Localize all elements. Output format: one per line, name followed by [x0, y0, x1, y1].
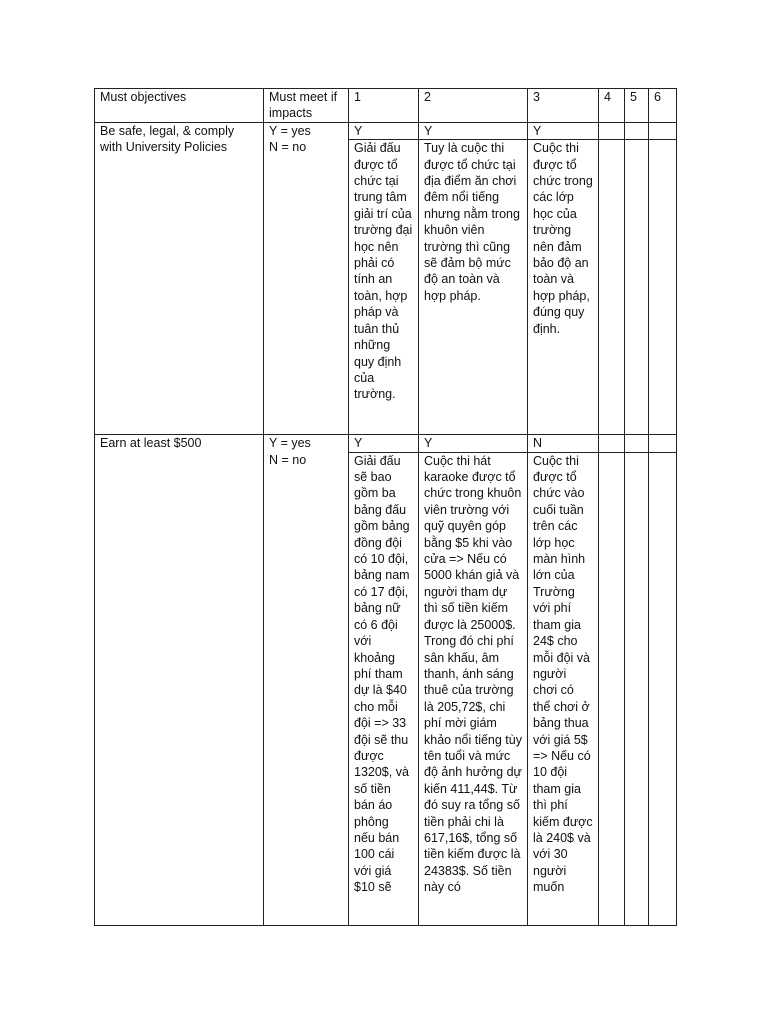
empty-cell [649, 452, 677, 925]
header-col-5: 5 [625, 89, 649, 123]
objective-cell: Earn at least $500 [95, 435, 264, 925]
mark-cell: Y [419, 122, 528, 139]
empty-cell [599, 452, 625, 925]
evaluation-text-1: Giải đấu sẽ bao gồm ba bảng đấu gồm bảng đồng đội có 10 đội, bảng nam có 17 đội, bảng nữ có 6 đội với khoảng phí tham dự là $40 cho mỗi đội => 33 đội sẽ thu được 1320$, và số tiền bán áo phông nếu bán 100 cái với giá $10 sẽ [354, 453, 410, 895]
evaluation-text-1: Giải đấu được tổ chức tại trung tâm giải trí của trường đại học nên phải có tính an toàn, hợp pháp và tuân thủ những quy định của trường. [349, 140, 419, 435]
must-meet-cell: Y = yes N = no [264, 435, 349, 925]
header-objectives: Must objectives [95, 89, 264, 123]
mark-cell: N [528, 435, 599, 452]
mark-cell: Y [349, 435, 419, 452]
header-col-6: 6 [649, 89, 677, 123]
table-row [95, 435, 677, 452]
empty-cell [625, 435, 649, 452]
empty-cell [599, 435, 625, 452]
mark-cell: Y [349, 122, 419, 139]
mark-cell: Y [419, 435, 528, 452]
evaluation-text-2: Tuy là cuộc thi được tổ chức tại địa điểm ăn chơi đêm nổi tiếng nhưng nằm trong khuôn viên trường thì cũng sẽ đảm bộ mức độ an toàn và hợp pháp. [419, 140, 528, 435]
empty-cell [649, 435, 677, 452]
evaluation-text-2: Cuộc thi hát karaoke được tổ chức trong khuôn viên trường với quỹ quyên góp bằng $5 khi vào cửa => Nếu có 5000 khán giả và người tham dự thì số tiền kiếm được là 25000$. Trong đó chi phí sân khấu, âm thanh, ánh sáng thuê của trường là 205,72$, chi phí mời giám khảo nổi tiếng tùy tên tuổi và mức độ ảnh hưởng dự kiến 411,44$. Từ đó suy ra tổng số tiền phải chi là 617,16$, tổng số tiền kiếm được là 24383$. Số tiền này có [424, 453, 522, 895]
empty-cell [625, 122, 649, 139]
evaluation-cell-3 [528, 452, 599, 925]
header-col-3: 3 [528, 89, 599, 123]
decision-matrix-table [94, 88, 677, 926]
empty-cell [599, 140, 625, 435]
header-col-1: 1 [349, 89, 419, 123]
empty-cell [599, 122, 625, 139]
objective-cell: Be safe, legal, & comply with University Policies [95, 122, 264, 434]
evaluation-text-3: Cuộc thi được tổ chức vào cuối tuần trên các lớp học màn hình lớn của Trường với phí tham gia 24$ cho mỗi đội và người chơi có thể chơi ở bảng thua với giá 5$ => Nếu có 10 đội tham gia thì phí kiếm được là 240$ và với 30 người muốn [533, 453, 593, 895]
header-must-meet: Must meet if impacts [264, 89, 349, 123]
evaluation-text-3: Cuộc thi được tổ chức trong các lớp học của trường nên đảm bảo độ an toàn và hợp pháp, đúng quy định. [528, 140, 599, 435]
empty-cell [625, 140, 649, 435]
table-header-row [95, 89, 677, 123]
header-col-4: 4 [599, 89, 625, 123]
evaluation-cell-2 [419, 452, 528, 925]
empty-cell [625, 452, 649, 925]
table-row [95, 122, 677, 139]
empty-cell [649, 122, 677, 139]
evaluation-cell-1 [349, 452, 419, 925]
header-col-2: 2 [419, 89, 528, 123]
empty-cell [649, 140, 677, 435]
must-meet-cell: Y = yes N = no [264, 122, 349, 434]
mark-cell: Y [528, 122, 599, 139]
